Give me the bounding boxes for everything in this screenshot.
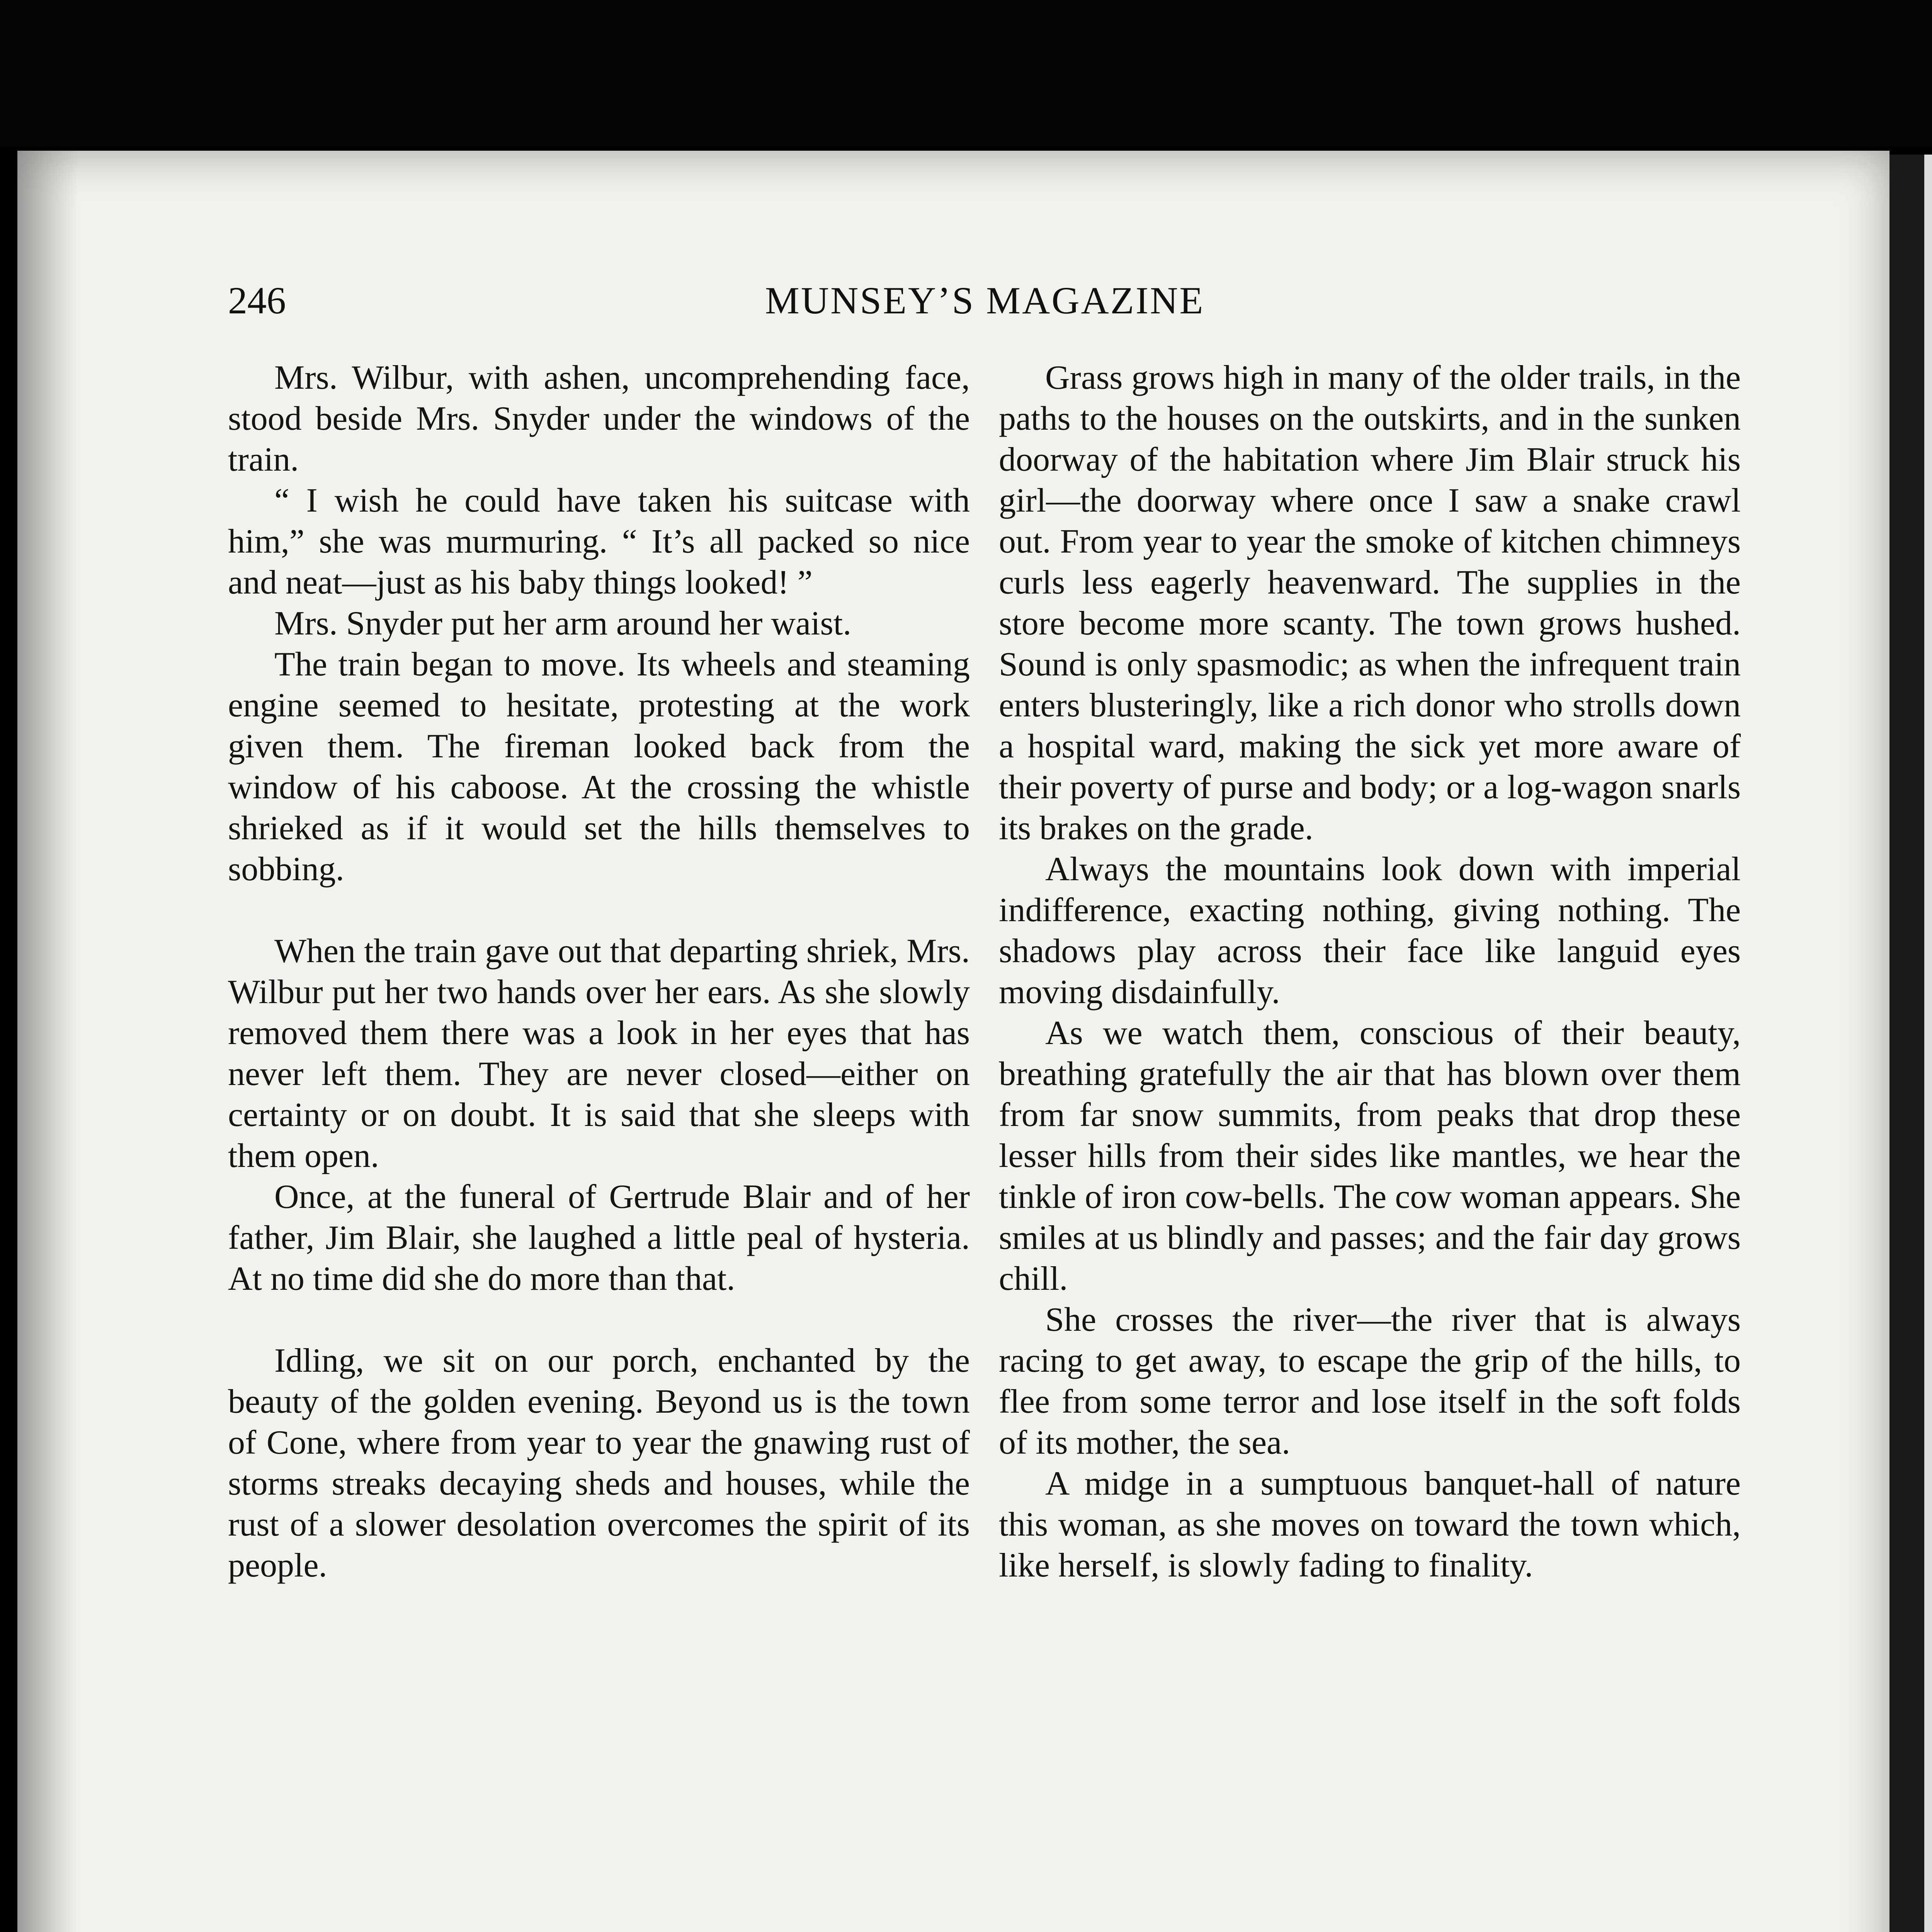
paragraph: “ I wish he could have taken his suitcase with him,” she was murmuring. “ It’s all packed so nice and neat—just as his baby things looked! ” — [228, 482, 970, 601]
paragraph: Always the mountains look down with imperial indifference, exacting nothing, giving nothing. The shadows play across their face like languid eyes moving disdainfully. — [999, 850, 1741, 1011]
left-column — [228, 357, 970, 1586]
paragraph: The train began to move. Its wheels and steaming engine seemed to hesitate, protesting at the work given them. The fireman looked back from the window of his caboose. At the crossing the whistle shrieked as if it would set the hills themselves to sobbing. — [228, 646, 970, 888]
paragraph: She crosses the river—the river that is always racing to get away, to escape the grip of the hills, to flee from some terror and lose itself in the soft folds of its mother, the sea. — [999, 1301, 1741, 1461]
paragraph: Idling, we sit on our porch, enchanted by the beauty of the golden evening. Beyond us is the town of Cone, where from year to year the gnawing rust of storms streaks decaying sheds and houses, while the rust of a slower desolation overcomes the spirit of its people. — [228, 1342, 970, 1584]
magazine-title: MUNSEY’S MAGAZINE — [765, 279, 1205, 322]
magazine-page — [17, 151, 1889, 1932]
paragraph: When the train gave out that departing shriek, Mrs. Wilbur put her two hands over her ears. As she slowly removed them there was a look in her eyes that has never left them. They are never closed—either on certainty or on doubt. It is said that she sleeps with them open. — [228, 932, 970, 1175]
page-number: 246 — [228, 279, 286, 322]
paragraph: Once, at the funeral of Gertrude Blair and of her father, Jim Blair, she laughed a little peal of hysteria. At no time did she do more than that. — [228, 1178, 970, 1298]
running-head — [228, 278, 1774, 336]
paragraph: Mrs. Wilbur, with ashen, uncomprehending face, stood beside Mrs. Snyder under the windows of the train. — [228, 359, 970, 478]
paragraph: A midge in a sumptuous banquet-hall of nature this woman, as she moves on toward the town which, like herself, is slowly fading to finality. — [999, 1465, 1741, 1584]
paragraph: Grass grows high in many of the older trails, in the paths to the houses on the outskirts, and in the sunken doorway of the habitation where Jim Blair struck his girl—the doorway where once I saw a snake crawl out. From year to year the smoke of kitchen chimneys curls less eagerly heavenward. The supplies in the store become more scanty. The town grows hushed. Sound is only spasmodic; as when the infrequent train enters blusteringly, like a rich donor who strolls down a hospital ward, making the sick yet more aware of their poverty of purse and body; or a log-wagon snarls its brakes on the grade. — [999, 359, 1741, 847]
paragraph: As we watch them, conscious of their beauty, breathing gratefully the air that has blown over them from far snow summits, from peaks that drop these lesser hills from their sides like mantles, we hear the tinkle of iron cow-bells. The cow woman appears. She smiles at us blindly and passes; and the fair day grows chill. — [999, 1014, 1741, 1298]
scan-top-margin — [0, 0, 1932, 147]
paragraph: Mrs. Snyder put her arm around her waist. — [274, 605, 852, 642]
right-column — [999, 357, 1741, 1586]
adjacent-page-edge — [1889, 155, 1932, 1932]
